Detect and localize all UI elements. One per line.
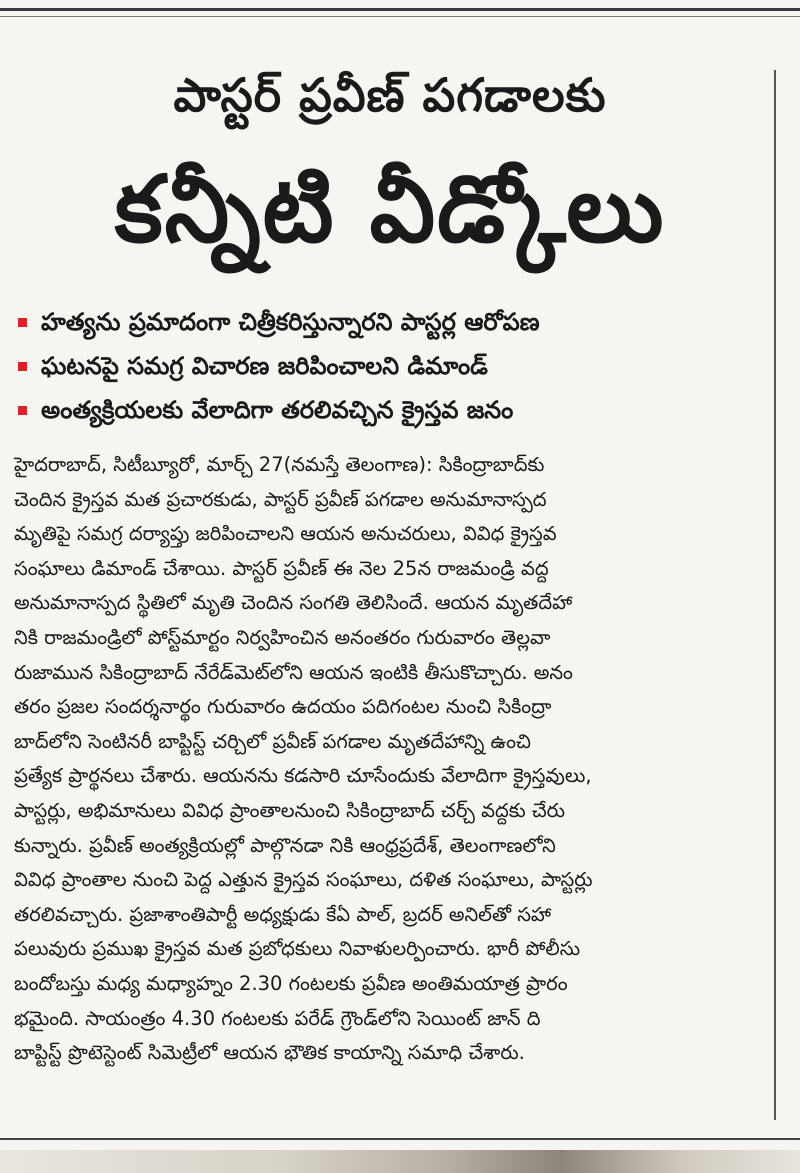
body-line: చెందిన క్రైస్తవ మత ప్రచారకుడు, పాస్టర్ ప్రవీణ్ పగడాల అనుమానాస్పద <box>14 487 547 511</box>
body-line: కున్నారు. ప్రవీణ్ అంత్యక్రియల్లో పాల్గొనడా నికి ఆంధ్రప్రదేశ్, తెలంగాణలోని <box>14 833 556 857</box>
body-line: వివిధ ప్రాంతాల నుంచి పెద్ద ఎత్తున క్రైస్తవ సంఘాలు, దళిత సంఘాలు, పాస్టర్లు <box>14 868 593 892</box>
body-line: ప్రత్యేక ప్రార్థనలు చేశారు. ఆయనను కడసారి చూసేందుకు వేలాదిగా క్రైస్తవులు, <box>14 764 592 788</box>
body-line: పాస్టర్లు, అభిమానులు వివిధ ప్రాంతాలనుంచి సికింద్రాబాద్ చర్చ్ వద్దకు చేరు <box>14 798 565 822</box>
next-photo-edge <box>0 1150 800 1173</box>
bullet-text: అంత్యక్రియలకు వేలాదిగా తరలివచ్చిన క్రైస్తవ జనం <box>41 396 514 424</box>
top-rule-thin <box>0 16 800 17</box>
bullet-text: ఘటనపై సమగ్ర విచారణ జరిపించాలని డిమాండ్ <box>41 352 488 380</box>
body-line: బందోబస్తు మధ్య మధ్యాహ్నం 2.30 గంటలకు ప్రవీణ అంతిమయాత్ర ప్రారం <box>14 971 568 995</box>
body-line: పలువురు ప్రముఖ క్రైస్తవ మత ప్రబోధకులు నివాళులర్పించారు. భారీ పోలీసు <box>14 937 581 961</box>
article-body <box>14 448 774 1071</box>
bullet-item <box>18 300 758 344</box>
bullet-item <box>18 388 758 432</box>
body-line: బాప్టిస్ట్ ప్రొటెస్టెంట్ సిమెట్రీలో ఆయన భౌతిక కాయాన్ని సమాధి చేశారు. <box>14 1041 525 1065</box>
body-line: అనుమానాస్పద స్థితిలో మృతి చెందిన సంగతి తెలిసిందే. ఆయన మృతదేహా <box>14 591 573 615</box>
bullet-text: హత్యను ప్రమాదంగా చిత్రీకరిస్తున్నారని పాస్టర్ల ఆరోపణ <box>41 308 540 336</box>
body-line: హైదరాబాద్, సిటీబ్యూరో, మార్చ్ 27(నమస్తే తెలంగాణ): సికింద్రాబాద్‌కు <box>14 453 545 476</box>
bullet-item <box>18 344 758 388</box>
red-square-bullet-icon <box>18 362 27 371</box>
body-line: తరలివచ్చారు. ప్రజాశాంతిపార్టీ అధ్యక్షుడు కేఏ పాల్, బ్రదర్ అనిల్‌తో సహా <box>14 902 552 926</box>
body-line: రుజామున సికింద్రాబాద్ నేరేడ్‌మెట్‌లోని ఆయన ఇంటికి తీసుకొచ్చారు. అనం <box>14 660 573 684</box>
body-line: సంఘాలు డిమాండ్ చేశాయి. పాస్టర్ ప్రవీణ్ ఈ నెల 25న రాజమండ్రి వద్ద <box>14 556 549 580</box>
body-line: నికి రాజమండ్రిలో పోస్ట్‌మార్టం నిర్వహించిన అనంతరం గురువారం తెల్లవా <box>14 625 551 649</box>
body-line: బాద్‌లోని సెంటినరీ బాప్టిస్ట్ చర్చిలో ప్రవీణ్ పగడాల మృతదేహాన్ని ఉంచి <box>14 729 531 753</box>
top-rule <box>0 8 800 11</box>
body-line: తరం ప్రజల సందర్శనార్థం గురువారం ఉదయం పదిగంటల నుంచి సికింద్రా <box>14 695 552 719</box>
highlight-bullets <box>18 300 758 432</box>
body-line: భమైంది. సాయంత్రం 4.30 గంటలకు పరేడ్ గ్రౌండ్‌లోని సెయింట్ జాన్ ది <box>14 1006 541 1030</box>
bottom-rule <box>0 1138 800 1140</box>
kicker-headline: పాస్టర్ ప్రవీణ్ పగడాలకు <box>173 68 607 122</box>
red-square-bullet-icon <box>18 406 27 415</box>
red-square-bullet-icon <box>18 318 27 327</box>
body-line: మృతిపై సమగ్ర దర్యాప్తు జరిపించాలని ఆయన అనుచరులు, వివిధ క్రైస్తవ <box>14 522 557 546</box>
main-headline: కన్నీటి వీడ్కోలు <box>114 156 666 263</box>
